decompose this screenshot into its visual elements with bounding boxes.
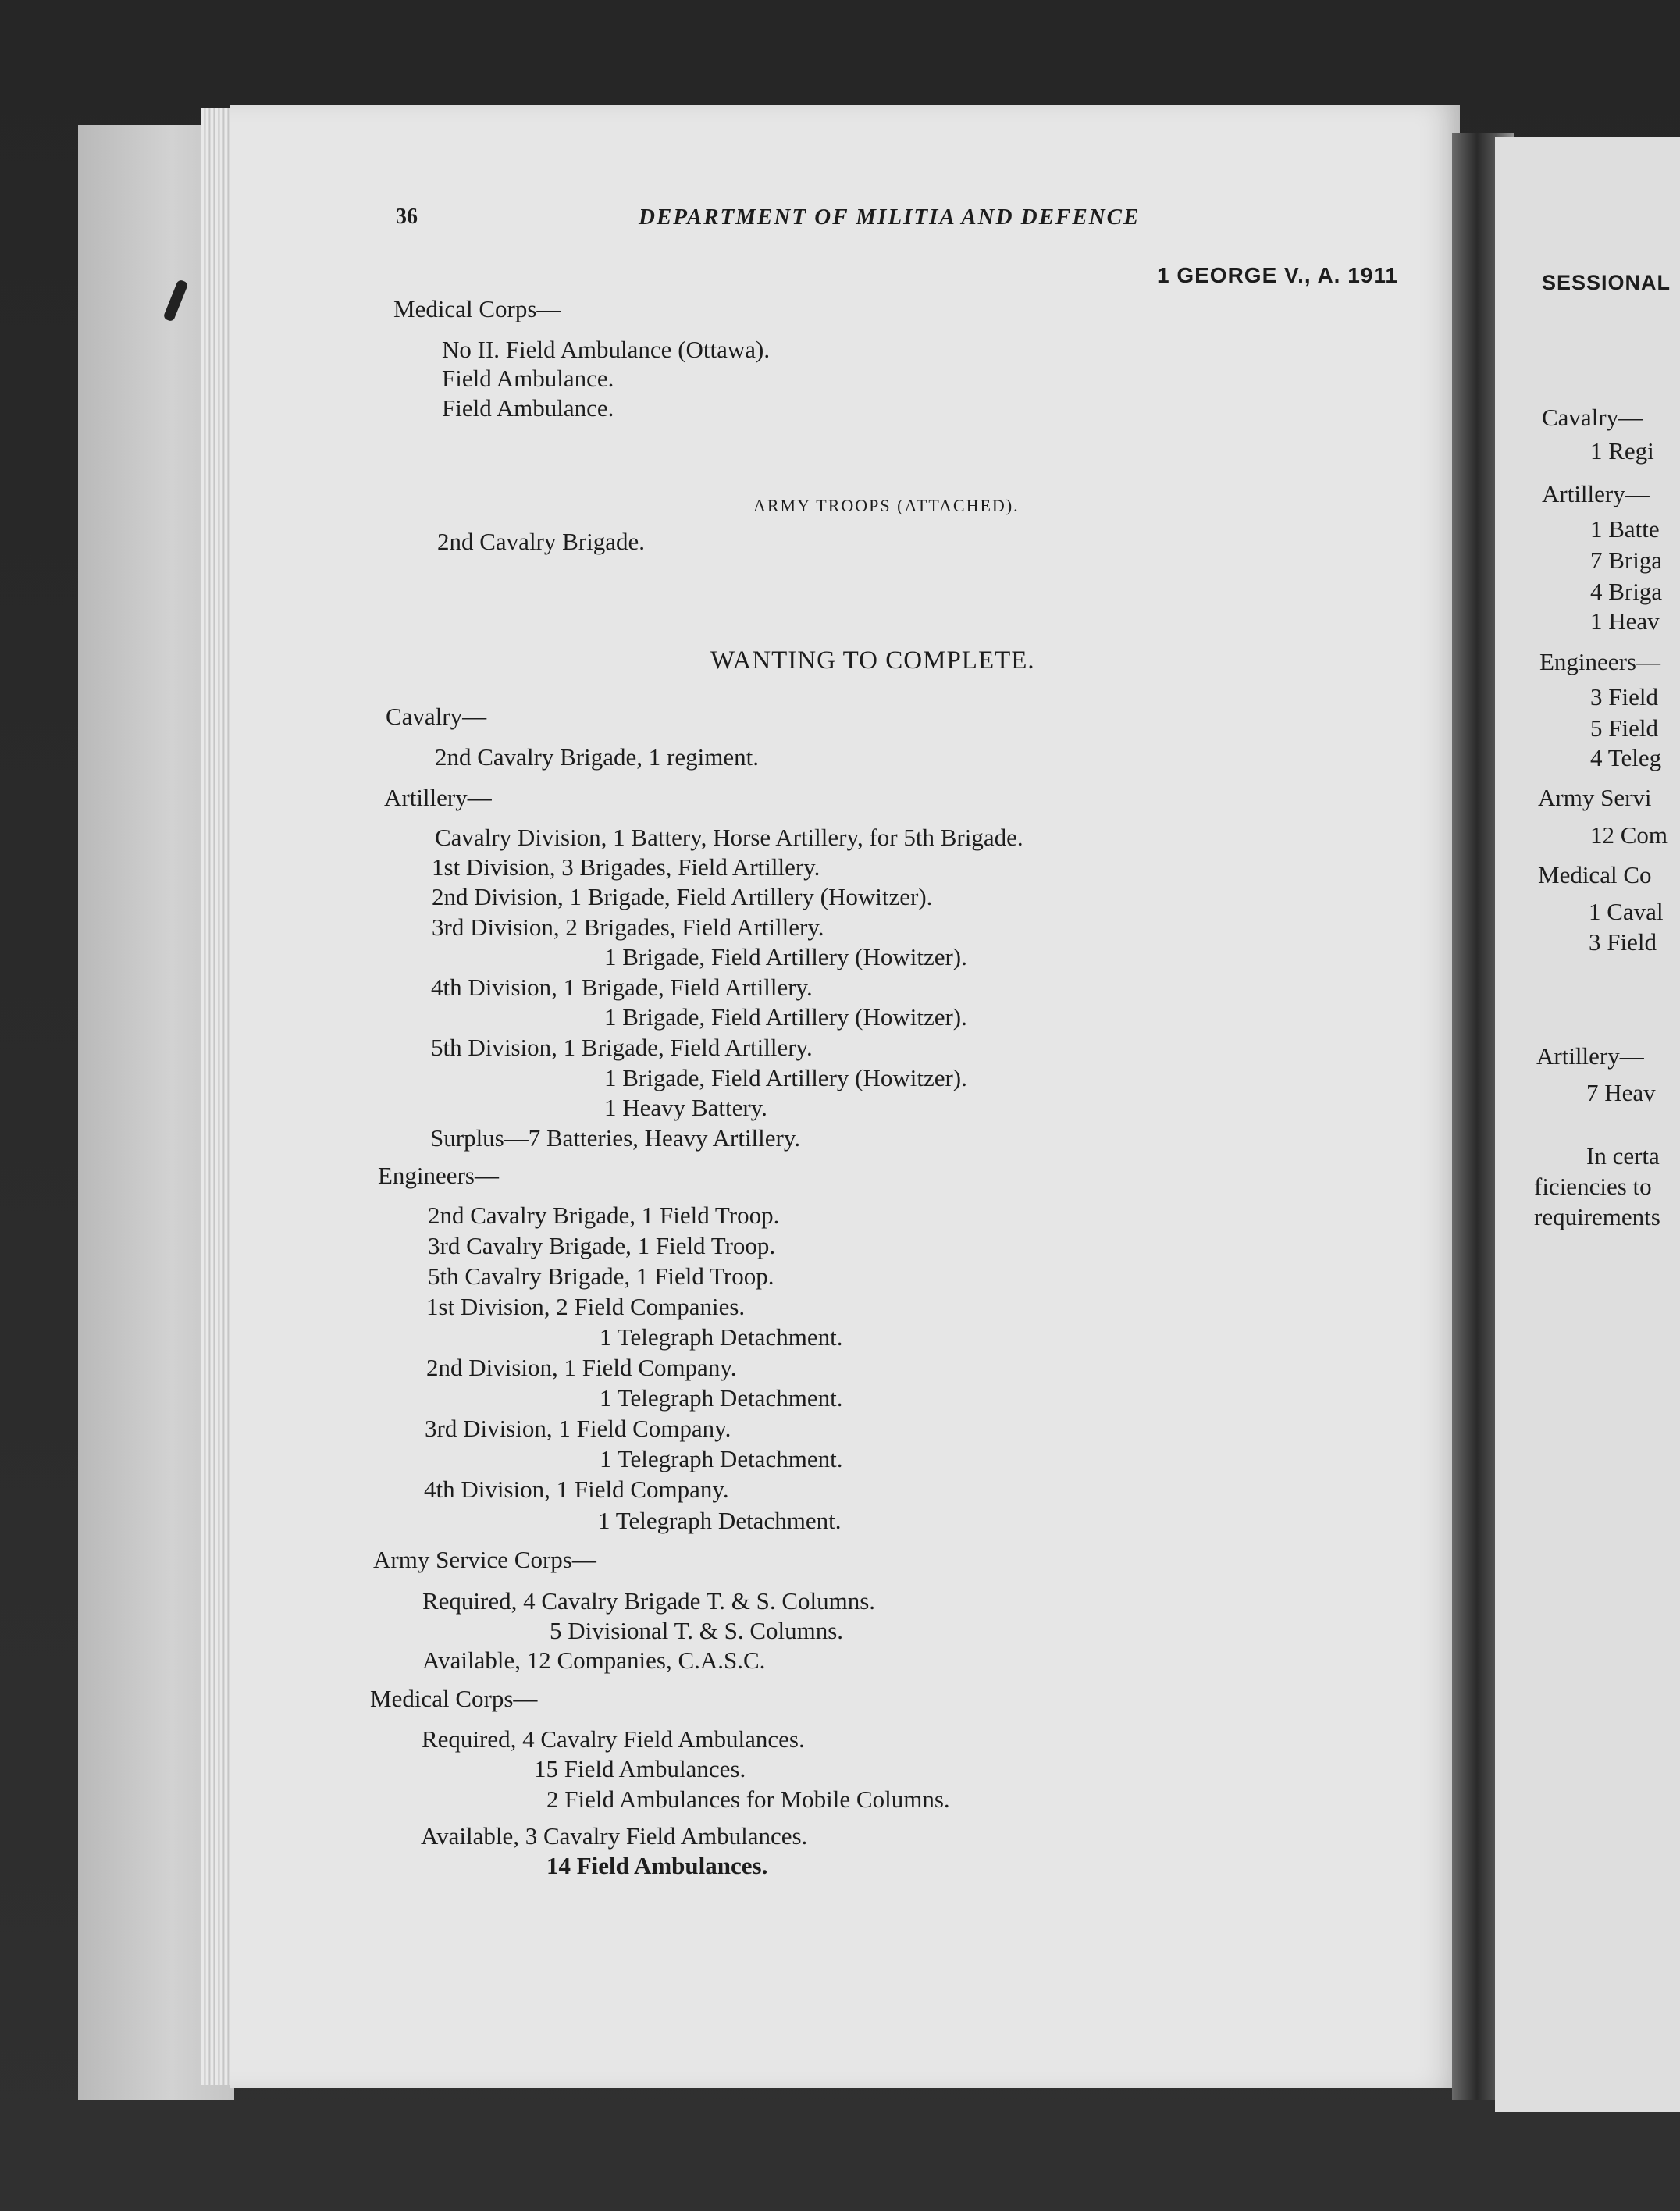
list-item: 5 Divisional T. & S. Columns. (550, 1617, 844, 1644)
facing-line: 1 Caval (1589, 898, 1664, 925)
list-item: 1 Brigade, Field Artillery (Howitzer). (604, 1003, 967, 1031)
list-item: Required, 4 Cavalry Brigade T. & S. Columns. (422, 1587, 876, 1615)
list-item: 3rd Cavalry Brigade, 1 Field Troop. (428, 1232, 776, 1259)
list-item: 15 Field Ambulances. (534, 1755, 746, 1782)
facing-line: 3 Field (1589, 928, 1657, 956)
page-number: 36 (396, 205, 418, 229)
section-heading-engineers: Engineers— (378, 1162, 499, 1189)
list-item: Surplus—7 Batteries, Heavy Artillery. (430, 1124, 801, 1152)
list-item: 1st Division, 3 Brigades, Field Artillery. (432, 853, 820, 881)
session-label: 1 GEORGE V., A. 1911 (1157, 263, 1398, 287)
army-troops-heading: ARMY TROOPS (ATTACHED). (753, 496, 1020, 515)
list-item: 1 Telegraph Detachment. (600, 1323, 843, 1351)
running-title: DEPARTMENT OF MILITIA AND DEFENCE (639, 205, 1141, 230)
list-item: No II. Field Ambulance (Ottawa). (442, 336, 771, 363)
facing-line: Engineers— (1539, 648, 1660, 675)
list-item: 2nd Division, 1 Field Company. (426, 1354, 737, 1381)
list-item: 1 Telegraph Detachment. (600, 1445, 843, 1472)
list-item: Required, 4 Cavalry Field Ambulances. (422, 1725, 805, 1753)
facing-line: Cavalry— (1542, 404, 1643, 431)
list-item: 2nd Division, 1 Brigade, Field Artillery (Howitzer). (432, 883, 933, 910)
facing-page (1495, 137, 1680, 2112)
list-item: 2nd Cavalry Brigade. (437, 528, 646, 555)
facing-line: 1 Heav (1590, 607, 1660, 635)
list-item: 4th Division, 1 Field Company. (424, 1476, 729, 1503)
list-item: Field Ambulance. (442, 365, 614, 392)
section-heading-asc: Army Service Corps— (373, 1546, 596, 1573)
facing-line: 1 Regi (1590, 437, 1654, 465)
facing-line: 7 Briga (1590, 547, 1663, 574)
list-item: 2nd Cavalry Brigade, 1 regiment. (435, 743, 759, 771)
section-heading-artillery: Artillery— (384, 784, 492, 811)
list-item: Available, 12 Companies, C.A.S.C. (422, 1647, 766, 1674)
list-item: 1 Telegraph Detachment. (600, 1384, 843, 1412)
section-heading-cavalry: Cavalry— (386, 703, 487, 730)
section-heading-medical-2: Medical Corps— (370, 1685, 538, 1712)
facing-line: 12 Com (1590, 821, 1668, 849)
facing-line: ficiencies to (1534, 1173, 1652, 1200)
list-item: 14 Field Ambulances. (546, 1852, 768, 1879)
facing-line: Army Servi (1538, 784, 1652, 811)
list-item: Field Ambulance. (442, 394, 614, 422)
list-item: 3rd Division, 1 Field Company. (425, 1415, 731, 1442)
section-title: WANTING TO COMPLETE. (710, 646, 1035, 675)
list-item: 3rd Division, 2 Brigades, Field Artillery. (432, 913, 824, 941)
list-item: 1 Brigade, Field Artillery (Howitzer). (604, 943, 967, 970)
list-item: 5th Division, 1 Brigade, Field Artillery. (431, 1034, 813, 1061)
facing-line: Medical Co (1538, 861, 1652, 888)
list-item: 5th Cavalry Brigade, 1 Field Troop. (428, 1262, 774, 1290)
facing-line: 7 Heav (1586, 1079, 1656, 1106)
facing-line: 4 Briga (1590, 578, 1663, 605)
section-heading-medical: Medical Corps— (393, 295, 561, 322)
list-item: 1 Brigade, Field Artillery (Howitzer). (604, 1064, 967, 1091)
list-item: 2nd Cavalry Brigade, 1 Field Troop. (428, 1202, 780, 1229)
facing-line: Artillery— (1536, 1042, 1644, 1070)
facing-line: 3 Field (1590, 683, 1658, 710)
list-item: 2 Field Ambulances for Mobile Columns. (546, 1786, 950, 1813)
facing-line: 1 Batte (1590, 515, 1660, 543)
list-item: 1 Telegraph Detachment. (598, 1507, 842, 1534)
facing-line: requirements (1534, 1203, 1660, 1230)
facing-line: In certa (1586, 1142, 1660, 1170)
facing-page-header: SESSIONAL (1542, 271, 1671, 294)
list-item: 4th Division, 1 Brigade, Field Artillery. (431, 974, 813, 1001)
list-item: Cavalry Division, 1 Battery, Horse Artillery, for 5th Brigade. (435, 824, 1023, 851)
list-item: 1 Heavy Battery. (604, 1094, 767, 1121)
facing-line: 5 Field (1590, 714, 1658, 742)
list-item: 1st Division, 2 Field Companies. (426, 1293, 746, 1320)
list-item: Available, 3 Cavalry Field Ambulances. (421, 1822, 808, 1850)
facing-line: 4 Teleg (1590, 744, 1662, 771)
facing-line: Artillery— (1542, 480, 1650, 507)
